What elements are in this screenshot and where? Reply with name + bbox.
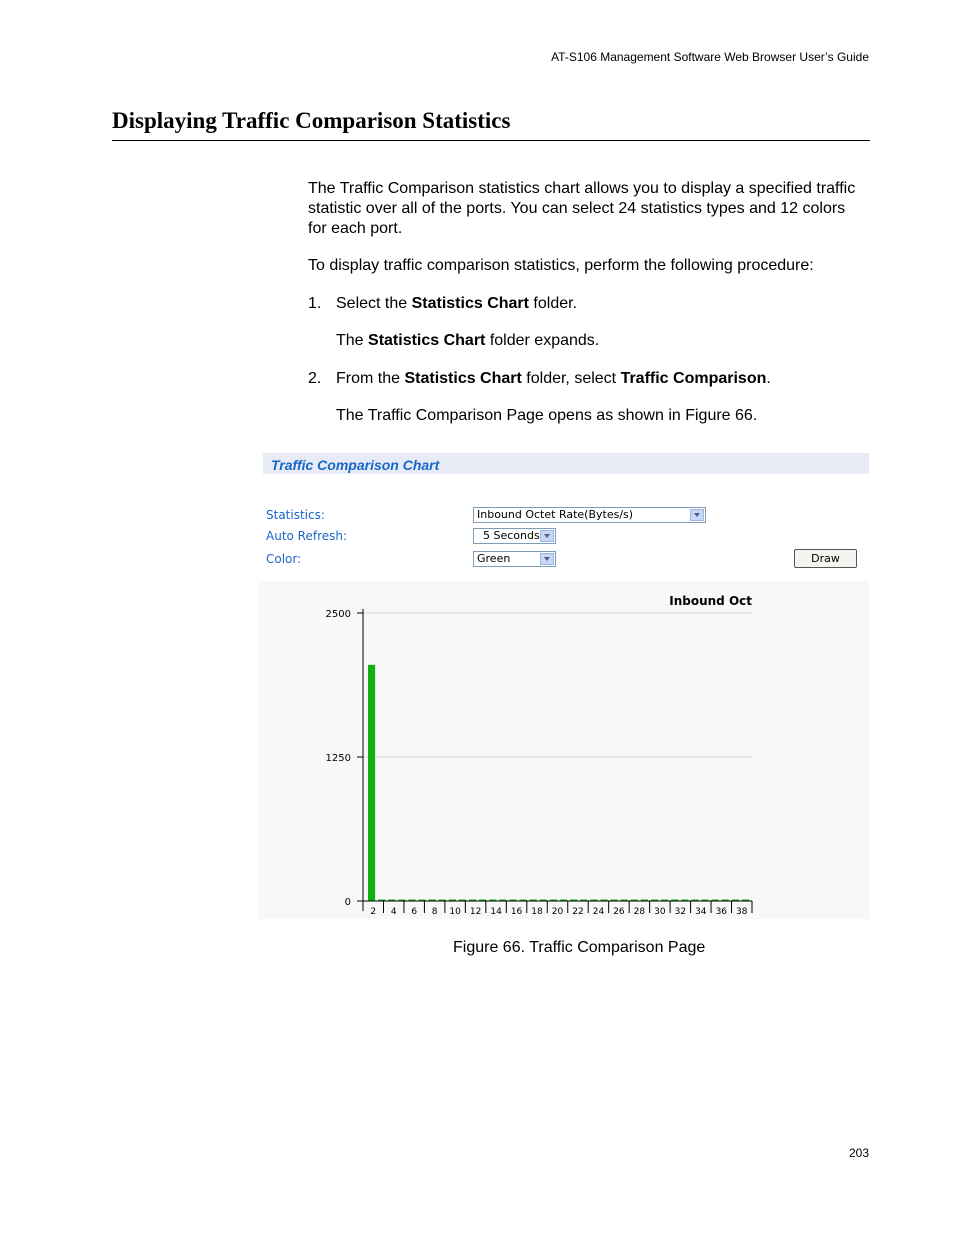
step-2-result: The Traffic Comparison Page opens as shown in Figure 66. xyxy=(336,407,758,424)
x-tick-label: 38 xyxy=(736,907,748,917)
figure-screenshot xyxy=(258,453,869,919)
panel-title: Traffic Comparison Chart xyxy=(271,457,440,473)
x-tick-label: 20 xyxy=(551,907,564,917)
chart-title: Inbound Oct xyxy=(669,594,752,608)
x-tick-label: 22 xyxy=(572,907,584,917)
chevron-down-icon[interactable] xyxy=(540,530,554,542)
draw-button[interactable]: Draw xyxy=(794,549,857,568)
running-header: AT-S106 Management Software Web Browser User’s Guide xyxy=(551,50,869,64)
x-tick-label: 30 xyxy=(654,907,666,917)
page-title: Displaying Traffic Comparison Statistics xyxy=(112,108,511,133)
statistics-label: Statistics: xyxy=(266,508,325,522)
figure-caption: Figure 66. Traffic Comparison Page xyxy=(453,939,706,956)
step-2-bold-2: Traffic Comparison xyxy=(620,370,767,387)
y-tick-label: 2500 xyxy=(325,609,351,620)
step-1-result-pre: The xyxy=(336,332,369,349)
step-1-post: folder. xyxy=(528,295,578,312)
step-2-pre: From the xyxy=(336,370,405,387)
x-tick-label: 6 xyxy=(411,907,418,917)
auto-refresh-label: Auto Refresh: xyxy=(266,529,348,543)
x-tick-label: 10 xyxy=(449,907,461,917)
bar-chart xyxy=(258,581,869,919)
procedure-intro: To display traffic comparison statistics, perform the following procedure: xyxy=(308,257,814,274)
intro-paragraph: The Traffic Comparison statistics chart allows you to display a specified traffic statistic over all of the ports. You can select 24 statistics types and 12 colors for each port. xyxy=(308,180,856,237)
x-tick-label: 16 xyxy=(510,907,523,917)
chart-bars xyxy=(368,665,749,901)
step-2-bold-1: Statistics Chart xyxy=(404,370,522,387)
y-tick-label: 1250 xyxy=(325,753,351,764)
page-number: 203 xyxy=(848,1146,869,1160)
x-tick-label: 8 xyxy=(431,907,438,917)
panel-header xyxy=(263,453,869,474)
step-1-pre: Select the xyxy=(336,295,412,312)
step-1-number: 1. xyxy=(308,295,322,312)
statistics-select[interactable] xyxy=(473,507,706,523)
chart-axes xyxy=(357,609,752,913)
step-2-number: 2. xyxy=(308,370,322,387)
auto-refresh-select-value: 5 Seconds xyxy=(483,529,540,542)
step-1-result-bold: Statistics Chart xyxy=(368,332,486,349)
y-tick-label: 0 xyxy=(344,897,351,908)
x-tick-label: 34 xyxy=(695,907,707,917)
color-select[interactable] xyxy=(473,551,556,567)
x-tick-label: 28 xyxy=(633,907,646,917)
step-2-text xyxy=(336,369,868,389)
step-1-result xyxy=(336,331,868,351)
bar xyxy=(368,665,375,901)
step-1-text xyxy=(336,294,868,314)
chart-labels xyxy=(326,594,753,917)
statistics-select-value: Inbound Octet Rate(Bytes/s) xyxy=(477,508,634,521)
step-2-post: . xyxy=(766,370,771,387)
color-label: Color: xyxy=(266,552,302,566)
chart-grid xyxy=(363,613,752,901)
x-tick-label: 2 xyxy=(370,907,377,917)
auto-refresh-select[interactable] xyxy=(473,528,556,544)
x-tick-label: 4 xyxy=(390,907,397,917)
x-tick-label: 36 xyxy=(715,907,728,917)
x-tick-label: 24 xyxy=(592,907,605,917)
x-tick-label: 12 xyxy=(469,907,482,917)
chart-area xyxy=(258,581,869,919)
chevron-down-icon[interactable] xyxy=(690,509,704,521)
step-1-result-post: folder expands. xyxy=(485,332,600,349)
chevron-down-icon[interactable] xyxy=(540,553,554,565)
title-rule xyxy=(112,140,870,141)
x-tick-label: 18 xyxy=(531,907,543,917)
x-tick-label: 14 xyxy=(490,907,502,917)
step-2-mid: folder, select xyxy=(521,370,621,387)
color-select-value: Green xyxy=(477,552,511,565)
x-tick-label: 26 xyxy=(613,907,625,917)
step-1-bold: Statistics Chart xyxy=(411,295,529,312)
x-tick-label: 32 xyxy=(674,907,687,917)
